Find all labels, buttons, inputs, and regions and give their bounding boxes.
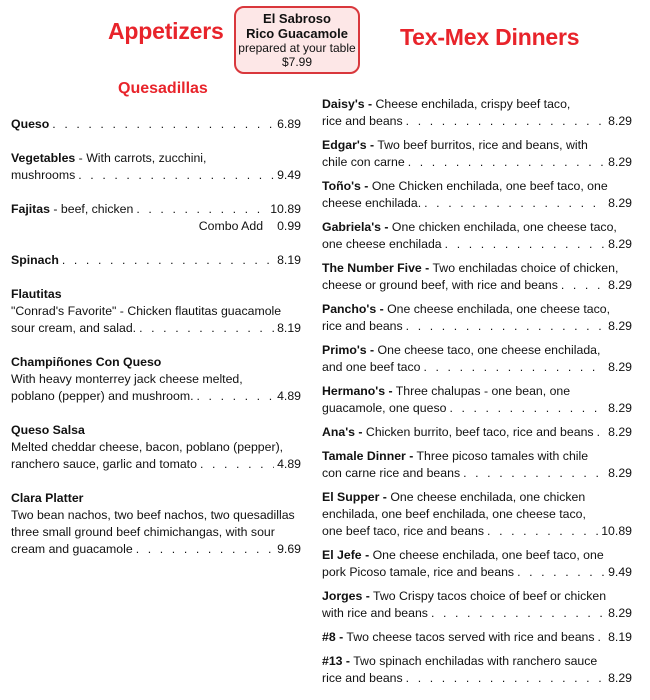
item-desc: con carne rice and beans bbox=[322, 466, 461, 480]
menu-item-flautitas bbox=[11, 286, 301, 337]
item-desc: cheese or ground beef, with rice and beans bbox=[322, 278, 558, 292]
item-price: 8.29 bbox=[608, 671, 632, 685]
item-desc: three small ground beef chimichangas, with sour bbox=[11, 525, 275, 539]
dot-leader bbox=[424, 195, 605, 212]
appetizers-title: Appetizers bbox=[108, 18, 224, 44]
item-name: Daisy's - bbox=[322, 97, 373, 111]
item-name: Flautitas bbox=[11, 287, 62, 301]
item-price: 8.29 bbox=[608, 196, 632, 210]
special-line-3: prepared at your table bbox=[238, 41, 356, 55]
menu-item-gabrielas bbox=[322, 219, 632, 253]
dot-leader bbox=[597, 424, 606, 441]
item-desc: Two beef burritos, rice and beans, with bbox=[374, 138, 588, 152]
item-name: Clara Platter bbox=[11, 491, 84, 505]
dot-leader bbox=[598, 629, 606, 646]
dot-leader bbox=[136, 201, 267, 218]
menu-item-number-13 bbox=[322, 653, 632, 687]
item-name: Queso Salsa bbox=[11, 423, 85, 437]
item-name: Ana's - bbox=[322, 425, 363, 439]
dot-leader bbox=[200, 456, 274, 473]
dot-leader bbox=[78, 167, 274, 184]
item-desc: one cheese enchilada bbox=[322, 237, 442, 251]
item-price: 10.89 bbox=[270, 202, 301, 216]
item-name: Champiñones Con Queso bbox=[11, 355, 162, 369]
dot-leader bbox=[449, 400, 605, 417]
special-price: $7.99 bbox=[281, 55, 313, 69]
menu-item-primos bbox=[322, 342, 632, 376]
item-price: 8.29 bbox=[608, 360, 632, 374]
item-price: 8.29 bbox=[608, 606, 632, 620]
item-name: Spinach bbox=[11, 253, 59, 267]
item-name: Jorges - bbox=[322, 589, 370, 603]
item-name: Tamale Dinner - bbox=[322, 449, 414, 463]
menu-item-champinones bbox=[11, 354, 301, 405]
item-desc: with rice and beans bbox=[322, 606, 428, 620]
dot-leader bbox=[408, 154, 605, 171]
item-desc: rice and beans bbox=[322, 671, 403, 685]
item-desc: cream and guacamole bbox=[11, 542, 133, 556]
combo-add-label: Combo Add bbox=[198, 219, 264, 233]
item-desc: Chicken burrito, beef taco, rice and beans bbox=[362, 425, 594, 439]
item-desc: rice and beans bbox=[322, 114, 403, 128]
item-price: 8.29 bbox=[608, 466, 632, 480]
menu-item-el-supper bbox=[322, 489, 632, 540]
dot-leader bbox=[62, 252, 274, 269]
dinners-column bbox=[322, 96, 632, 687]
guacamole-special-box bbox=[234, 6, 360, 74]
menu-item-fajitas bbox=[11, 201, 301, 235]
item-name: Gabriela's - bbox=[322, 220, 389, 234]
item-desc: Two Crispy tacos choice of beef or chicken bbox=[369, 589, 607, 603]
item-desc: Two spinach enchiladas with ranchero sauce bbox=[350, 654, 598, 668]
menu-item-number-8 bbox=[322, 629, 632, 646]
item-price: 8.19 bbox=[608, 630, 632, 644]
item-price: 8.29 bbox=[608, 401, 632, 415]
item-desc: One cheese enchilada, one chicken bbox=[386, 490, 586, 504]
item-desc: Three chalupas - one bean, one bbox=[392, 384, 571, 398]
item-price: 9.69 bbox=[277, 542, 301, 556]
item-price: 8.19 bbox=[277, 253, 301, 267]
dot-leader bbox=[52, 116, 274, 133]
item-price: 8.29 bbox=[608, 114, 632, 128]
item-name: El Supper - bbox=[322, 490, 387, 504]
dot-leader bbox=[136, 541, 274, 558]
item-name: Toño's - bbox=[322, 179, 369, 193]
dot-leader bbox=[406, 113, 605, 130]
item-desc: "Conrad's Favorite" - Chicken flautitas guacamole bbox=[11, 304, 282, 318]
dot-leader bbox=[406, 318, 605, 335]
item-desc: chile con carne bbox=[322, 155, 405, 169]
item-price: 8.29 bbox=[608, 425, 632, 439]
menu-item-spinach bbox=[11, 252, 301, 269]
item-desc: cheese enchilada. bbox=[322, 196, 422, 210]
item-name: #13 - bbox=[322, 654, 351, 668]
item-desc: rice and beans bbox=[322, 319, 403, 333]
item-name: Hermano's - bbox=[322, 384, 393, 398]
menu-item-anas bbox=[322, 424, 632, 441]
combo-add-row bbox=[11, 218, 301, 235]
item-price: 6.89 bbox=[277, 117, 301, 131]
item-desc: pork Picoso tamale, rice and beans bbox=[322, 565, 515, 579]
item-desc: One cheese taco, one cheese enchilada, bbox=[374, 343, 601, 357]
dot-leader bbox=[487, 523, 598, 540]
item-desc: Melted cheddar cheese, bacon, poblano (pepper), bbox=[11, 440, 284, 454]
item-desc: Three picoso tamales with chile bbox=[413, 449, 589, 463]
item-desc: guacamole, one queso bbox=[322, 401, 447, 415]
menu-item-queso-salsa bbox=[11, 422, 301, 473]
item-price: 9.49 bbox=[608, 565, 632, 579]
item-price: 4.89 bbox=[277, 457, 301, 471]
item-price: 8.19 bbox=[277, 321, 301, 335]
dot-leader bbox=[445, 236, 605, 253]
menu-item-tamale-dinner bbox=[322, 448, 632, 482]
item-desc: With heavy monterrey jack cheese melted, bbox=[11, 372, 243, 386]
item-desc: One cheese enchilada, one cheese taco, bbox=[383, 302, 610, 316]
item-price: 8.29 bbox=[608, 155, 632, 169]
menu-item-el-jefe bbox=[322, 547, 632, 581]
item-desc: - With carrots, zucchini, bbox=[75, 151, 207, 165]
quesadillas-heading: Quesadillas bbox=[118, 80, 208, 97]
dot-leader bbox=[463, 465, 605, 482]
appetizers-column bbox=[11, 116, 301, 558]
item-name: #8 - bbox=[322, 630, 344, 644]
menu-item-edgars bbox=[322, 137, 632, 171]
dot-leader bbox=[423, 359, 605, 376]
item-desc: Two bean nachos, two beef nachos, two quesadillas bbox=[11, 508, 295, 522]
item-desc: poblano (pepper) and mushroom. bbox=[11, 389, 194, 403]
item-price: 9.49 bbox=[277, 168, 301, 182]
tex-mex-dinners-title: Tex-Mex Dinners bbox=[400, 24, 580, 50]
item-price: 10.89 bbox=[601, 524, 632, 538]
item-name: Queso bbox=[11, 117, 50, 131]
menu-item-queso bbox=[11, 116, 301, 133]
dot-leader bbox=[197, 388, 275, 405]
dot-leader bbox=[406, 670, 605, 687]
menu-item-tonos bbox=[322, 178, 632, 212]
item-desc: mushrooms bbox=[11, 168, 76, 182]
item-name: El Jefe - bbox=[322, 548, 370, 562]
item-name: Edgar's - bbox=[322, 138, 375, 152]
item-desc: Two cheese tacos served with rice and beans bbox=[343, 630, 595, 644]
item-name: Vegetables bbox=[11, 151, 76, 165]
item-name: The Number Five - bbox=[322, 261, 430, 275]
item-price: 8.29 bbox=[608, 278, 632, 292]
item-name: Pancho's - bbox=[322, 302, 384, 316]
special-line-2: Rico Guacamole bbox=[246, 26, 348, 41]
item-desc: Two enchiladas choice of chicken, bbox=[429, 261, 619, 275]
item-name: Fajitas bbox=[11, 202, 50, 216]
menu-item-vegetables bbox=[11, 150, 301, 184]
item-price: 8.29 bbox=[608, 237, 632, 251]
menu-item-jorges bbox=[322, 588, 632, 622]
item-price: 8.29 bbox=[608, 319, 632, 333]
item-desc: Cheese enchilada, crispy beef taco, bbox=[372, 97, 571, 111]
menu-item-number-five bbox=[322, 260, 632, 294]
special-line-1: El Sabroso bbox=[263, 11, 331, 26]
dot-leader bbox=[517, 564, 605, 581]
combo-add-price: 0.99 bbox=[277, 219, 301, 233]
item-price: 4.89 bbox=[277, 389, 301, 403]
item-desc: and one beef taco bbox=[322, 360, 421, 374]
item-name: Primo's - bbox=[322, 343, 375, 357]
menu-item-hermanos bbox=[322, 383, 632, 417]
item-desc: One cheese enchilada, one beef taco, one bbox=[369, 548, 604, 562]
dot-leader bbox=[431, 605, 605, 622]
item-desc: ranchero sauce, garlic and tomato bbox=[11, 457, 197, 471]
item-desc: One Chicken enchilada, one beef taco, one bbox=[368, 179, 608, 193]
item-desc: one beef taco, rice and beans bbox=[322, 524, 485, 538]
dot-leader bbox=[561, 277, 605, 294]
dot-leader bbox=[139, 320, 274, 337]
menu-item-daisys bbox=[322, 96, 632, 130]
item-desc: sour cream, and salad. bbox=[11, 321, 137, 335]
menu-item-panchos bbox=[322, 301, 632, 335]
item-desc: - beef, chicken bbox=[49, 202, 134, 216]
item-desc: enchilada, one beef enchilada, one cheese taco, bbox=[322, 507, 586, 521]
menu-item-clara-platter bbox=[11, 490, 301, 558]
item-desc: One chicken enchilada, one cheese taco, bbox=[388, 220, 617, 234]
